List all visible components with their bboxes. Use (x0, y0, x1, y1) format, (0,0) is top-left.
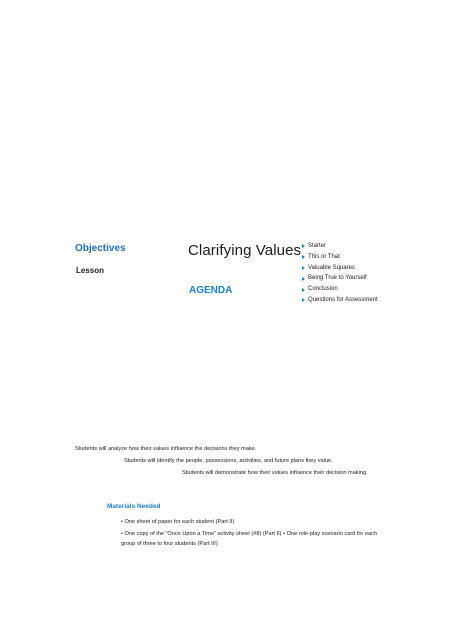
arrow-bullet-icon (302, 244, 305, 248)
materials-line: group of three to four students (Part III) (121, 541, 218, 547)
agenda-item-starter (302, 241, 378, 252)
agenda-item-this-or-that (302, 252, 378, 263)
agenda-item-valuable-squares (302, 263, 378, 274)
arrow-bullet-icon (302, 277, 305, 281)
agenda-item-label: Conclusion (308, 286, 338, 293)
agenda-item-label: Being True to Yourself (308, 275, 367, 282)
materials-line: • One sheet of paper for each student (Part II) (121, 519, 235, 525)
arrow-bullet-icon (302, 298, 305, 302)
objective-analyze: Students will analyze how their values influence the decisions they make. (75, 446, 257, 452)
objective-identify: Students will identify the people, possessions, activities, and future plans they value. (124, 458, 333, 464)
agenda-item-label: Questions for Assessment (308, 296, 378, 303)
arrow-bullet-icon (302, 255, 305, 259)
agenda-item-label: Valuable Squares (308, 264, 355, 271)
agenda-heading: AGENDA (189, 285, 233, 296)
agenda-item-being-true (302, 273, 378, 284)
agenda-item-label: Starter (308, 243, 327, 249)
arrow-bullet-icon (302, 288, 305, 292)
arrow-bullet-icon (302, 266, 305, 270)
objective-demonstrate: Students will demonstrate how their values influence their decision making. (182, 470, 368, 476)
agenda-item-label: This or That (308, 253, 340, 260)
agenda-item-conclusion (302, 284, 378, 295)
lesson-label: Lesson (76, 266, 105, 275)
materials-heading: Materials Needed (107, 503, 161, 510)
objectives-heading: Objectives (75, 243, 126, 254)
agenda-item-questions (302, 295, 378, 306)
page-title: Clarifying Values (188, 242, 302, 259)
materials-line: • One copy of the “Once Upon a Time” activity sheet (#8) (Part II) • One role-play scenario card for each (121, 531, 378, 537)
agenda-list (302, 241, 378, 306)
